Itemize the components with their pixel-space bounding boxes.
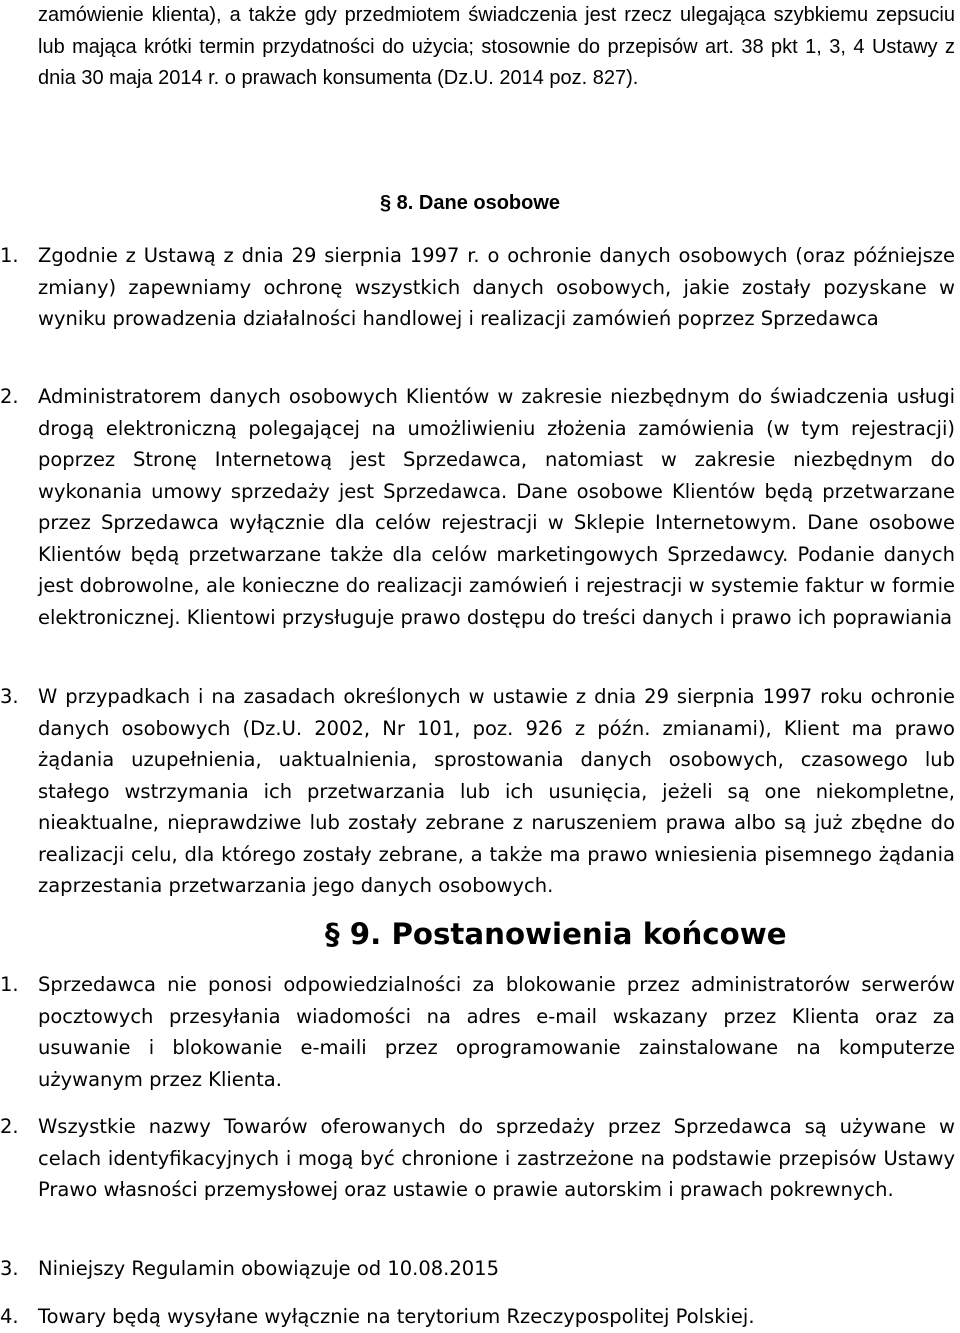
intro-paragraph: zamówienie klienta), a także gdy przedmiotem świadczenia jest rzecz ulegająca szybkiemu zepsuciu lub mająca krótki termin przydatności do użycia; stosownie do przepisów art. 38 pkt 1, 3, 4 Ustawy z dnia 30 maja 2014 r. o prawach konsumenta (Dz.U. 2014 poz. 827). [38,4,955,89]
item-text: Towary będą wysyłane wyłącznie na terytorium Rzeczypospolitej Polskiej. [38,1305,755,1328]
item-number: 1. [0,973,19,996]
item-text: Niniejszy Regulamin obowiązuje od 10.08.2015 [38,1257,499,1280]
item-text: Administratorem danych osobowych Klientów w zakresie niezbędnym do świadczenia usługi drogą elektroniczną polegającej na umożliwieniu złożenia zamówienia (w tym rejestracji) poprzez Stronę Internetową jest Sprzedawca, natomiast w zakresie niezbędnym do wykonania umowy sprzedaży jest Sprzedawca. Dane osobowe Klientów będą przetwarzane przez Sprzedawca wyłącznie dla celów rejestracji w Sklepie Internetowym. Dane osobowe Klientów będą przetwarzane także dla celów marketingowych Sprzedawcy. Podanie danych jest dobrowolne, ale konieczne do realizacji zamówień i rejestracji w systemie faktur w formie elektronicznej. Klientowi przysługuje prawo dostępu do treści danych i prawo ich poprawiania [38,385,955,629]
item-number: 4. [0,1305,19,1328]
item-number: 2. [0,1115,19,1138]
item-number: 3. [0,685,19,708]
item-text: Sprzedawca nie ponosi odpowiedzialności za blokowanie przez administratorów serwerów pocztowych przesyłania wiadomości na adres e-mail wskazany przez Klienta oraz za usuwanie i blokowanie e-maili przez oprogramowanie zainstalowane na komputerze używanym przez Klienta. [38,973,955,1091]
item-text: Zgodnie z Ustawą z dnia 29 sierpnia 1997 r. o ochronie danych osobowych (oraz późniejsze zmiany) zapewniamy ochronę wszystkich danych osobowych, jakie zostały pozyskane w wyniku prowadzenia działalności handlowej i realizacji zamówień poprzez Sprzedawca [38,244,955,330]
item-text: Wszystkie nazwy Towarów oferowanych do sprzedaży przez Sprzedawca są używane w celach identyfikacyjnych i mogą być chronione i zastrzeżone na podstawie przepisów Ustawy Prawo własności przemysłowej oraz ustawie o prawie autorskim i prawach pokrewnych. [38,1115,955,1201]
item-number: 2. [0,385,19,408]
item-number: 3. [0,1257,19,1280]
item-text: W przypadkach i na zasadach określonych w ustawie z dnia 29 sierpnia 1997 roku ochronie danych osobowych (Dz.U. 2002, Nr 101, poz. 926 z późn. zmianami), Klient ma prawo żądania uzupełnienia, uaktualnienia, sprostowania danych osobowych, czasowego lub stałego wstrzymania ich przetwarzania lub ich usunięcia, jeżeli są one niekompletne, nieaktualne, nieprawdziwe lub zostały zebrane z naruszeniem prawa albo są już zbędne do realizacji celu, dla którego zostały zebrane, a także ma prawo wniesienia pisemnego żądania zaprzestania przetwarzania jego danych osobowych. [38,685,955,897]
section-9-heading: § 9. Postanowienia końcowe [325,917,787,951]
section-8-heading: § 8. Dane osobowe [380,192,561,214]
item-number: 1. [0,244,19,267]
